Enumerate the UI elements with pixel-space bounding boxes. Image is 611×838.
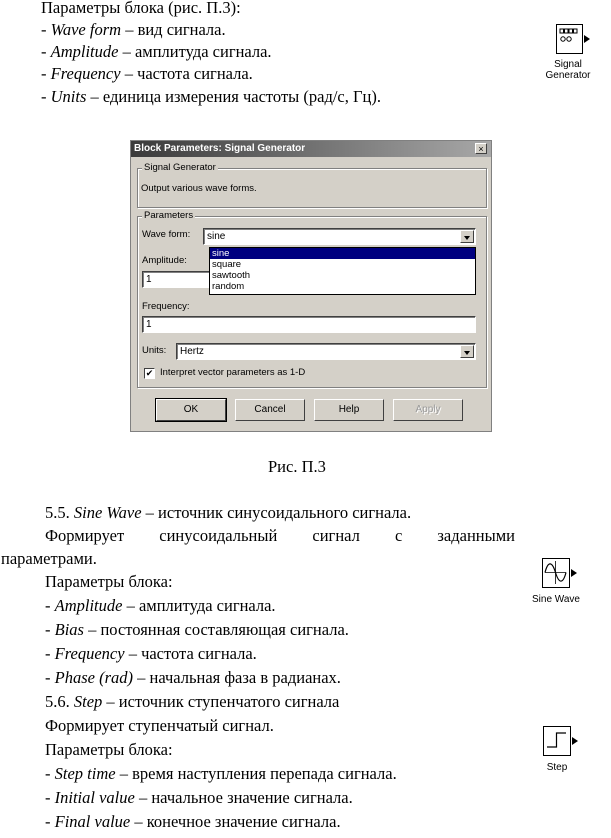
ok-button[interactable]: OK (156, 399, 226, 421)
step-params-heading: Параметры блока: (45, 740, 173, 759)
term: Amplitude (54, 596, 123, 615)
step-block-icon (543, 726, 571, 756)
apply-button[interactable]: Apply (393, 399, 463, 421)
desc: – амплитуда сигнала. (122, 596, 276, 615)
wave-form-value: sine (207, 231, 226, 242)
sine-wave-caption: Sine Wave (532, 594, 580, 605)
caption-line: Generator (545, 70, 591, 81)
step-glyph-icon (544, 727, 569, 754)
sine-description-cont: параметрами. (1, 549, 97, 568)
step-item-final-value: - Final value – конечное значение сигнала. (45, 812, 341, 831)
section-number: 5.6. (45, 692, 74, 711)
dialog-description: Output various wave forms. (141, 183, 257, 194)
term: Final value (54, 812, 131, 831)
frequency-label: Frequency: (142, 301, 190, 312)
caption-line: Signal (554, 59, 582, 70)
intro-item-units: - Units – единица измерения частоты (рад/с, Гц). (41, 87, 381, 106)
intro-item-frequency: - Frequency – частота сигнала. (41, 64, 253, 83)
step-caption: Step (546, 762, 568, 773)
step-item-initial-value: - Initial value – начальное значение сигнала. (45, 788, 353, 807)
amplitude-input[interactable]: 1 (142, 271, 476, 288)
interpret-vector-checkbox[interactable]: ✔ (145, 368, 154, 378)
term: Bias (54, 620, 84, 639)
dialog-title-bar[interactable] (131, 141, 491, 157)
term: Frequency (54, 644, 125, 663)
dropdown-option[interactable]: sawtooth (212, 270, 251, 281)
description-group (137, 162, 487, 208)
step-item-step-time: - Step time – время наступления перепада сигнала. (45, 764, 397, 783)
close-icon[interactable]: × (475, 143, 487, 154)
intro-heading: Параметры блока (рис. П.3): (41, 0, 241, 17)
desc: – начальное значение сигнала. (134, 788, 353, 807)
cancel-button[interactable]: Cancel (235, 399, 305, 421)
wave-form-select[interactable] (203, 228, 476, 245)
desc: – амплитуда сигнала. (118, 42, 272, 61)
step-section-title (45, 691, 339, 713)
term: Units (50, 87, 87, 106)
sine-wave-glyph-icon (543, 559, 568, 586)
desc: – источник синусоидального сигнала. (141, 503, 412, 522)
frequency-input[interactable]: 1 (142, 316, 476, 333)
group-label: Parameters (144, 210, 194, 221)
term: Amplitude (50, 42, 119, 61)
desc: – частота сигнала. (124, 644, 257, 663)
desc: – источник ступенчатого сигнала (102, 692, 340, 711)
intro-item-wave-form: - Wave form – вид сигнала. (41, 20, 226, 39)
step-description: Формирует ступенчатый сигнал. (45, 716, 274, 735)
help-button[interactable]: Help (314, 399, 384, 421)
dropdown-option[interactable]: random (212, 281, 245, 292)
term: Step (73, 692, 103, 711)
checkbox-label: Interpret vector parameters as 1-D (160, 367, 306, 378)
sine-params-heading: Параметры блока: (45, 572, 173, 591)
signal-generator-block-icon (556, 24, 583, 54)
chevron-down-icon[interactable] (460, 230, 474, 243)
dialog-title: Block Parameters: Signal Generator (134, 143, 306, 154)
desc: – единица измерения частоты (рад/с, Гц). (86, 87, 381, 106)
output-port-icon (584, 35, 590, 43)
desc: – частота сигнала. (120, 64, 253, 83)
units-label: Units: (142, 345, 167, 356)
desc: – конечное значение сигнала. (130, 812, 341, 831)
term: Step time (54, 764, 116, 783)
sine-section-title (45, 502, 411, 524)
desc: – время наступления перепада сигнала. (115, 764, 397, 783)
sine-description: Формирует синусоидальный сигнал с заданными (45, 526, 515, 545)
term: Frequency (50, 64, 121, 83)
desc: – постоянная составляющая сигнала. (83, 620, 349, 639)
output-port-icon (571, 569, 577, 577)
signal-generator-caption (538, 59, 598, 81)
desc: – начальная фаза в радианах. (132, 668, 341, 687)
term: Phase (rad) (54, 668, 133, 687)
sine-item-bias: - Bias – постоянная составляющая сигнала. (45, 620, 349, 639)
figure-caption: Рис. П.3 (268, 457, 326, 476)
wave-form-dropdown-list (209, 247, 476, 295)
parameters-group (137, 210, 487, 388)
sine-item-amplitude: - Amplitude – амплитуда сигнала. (45, 596, 276, 615)
output-port-icon (572, 737, 578, 745)
chevron-down-icon[interactable] (460, 345, 474, 358)
units-value: Hertz (180, 346, 204, 357)
wave-form-label: Wave form: (142, 229, 191, 240)
term: Wave form (50, 20, 122, 39)
sine-wave-block-icon (542, 558, 570, 588)
group-label: Signal Generator (144, 162, 216, 173)
intro-item-amplitude: - Amplitude – амплитуда сигнала. (41, 42, 272, 61)
term: Sine Wave (73, 503, 142, 522)
term: Initial value (54, 788, 135, 807)
section-number: 5.5. (45, 503, 74, 522)
signal-generator-glyph-icon (557, 25, 581, 52)
block-parameters-dialog (130, 140, 492, 432)
dropdown-option[interactable]: sine (210, 248, 475, 259)
dropdown-option[interactable]: square (212, 259, 242, 270)
sine-item-phase: - Phase (rad) – начальная фаза в радианах. (45, 668, 341, 687)
sine-item-frequency: - Frequency – частота сигнала. (45, 644, 257, 663)
units-select[interactable] (176, 343, 476, 360)
desc: – вид сигнала. (121, 20, 226, 39)
amplitude-label: Amplitude: (142, 255, 187, 266)
